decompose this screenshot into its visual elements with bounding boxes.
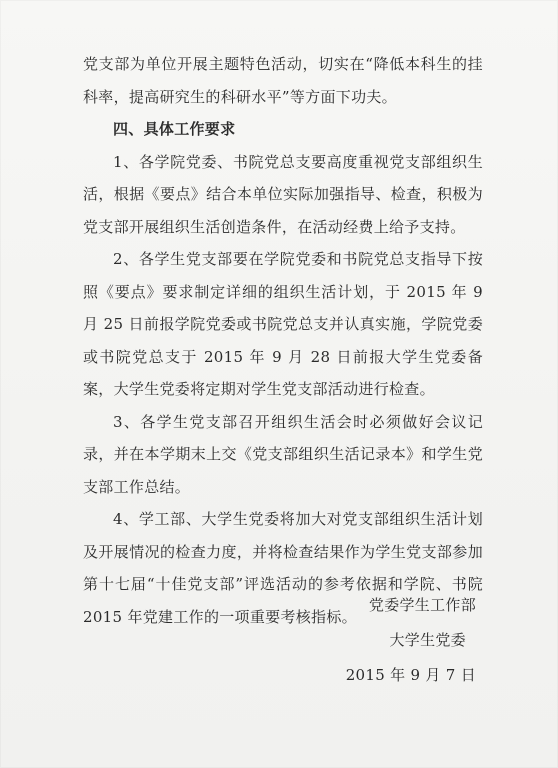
paragraph-item-3: 3、各学生党支部召开组织生活会时必须做好会议记录，并在本学期末上交《党支部组织生活记录本》和学生党支部工作总结。 [83, 412, 483, 496]
paragraph-item-4: 4、学工部、大学生党委将加大对党支部组织生活计划及开展情况的检查力度，并将检查结果作为学生党支部参加第十七届“十佳党支部”评选活动的参考依据和学院、书院 2015 年党建工作的一项重要考核指标。 [83, 510, 483, 626]
signature-date: 2015 年 9 月 7 日 [345, 666, 476, 684]
section-heading: 四、具体工作要求 [113, 120, 236, 138]
signature-committee: 大学生党委 [389, 631, 466, 649]
document-body [83, 48, 483, 633]
paragraph-continuation: 党支部为单位开展主题特色活动，切实在“降低本科生的挂科率，提高研究生的科研水平”等方面下功夫。 [83, 55, 483, 106]
signature-department: 党委学生工作部 [368, 596, 476, 614]
paragraph-item-2: 2、各学生党支部要在学院党委和书院党总支指导下按照《要点》要求制定详细的组织生活计划，于 2015 年 9 月 25 日前报学院党委或书院党总支并认真实施，学院党委或书院党总支于 2015 年 9 月 28 日前报大学生党委备案，大学生党委将定期对学生党支部活动进行检查。 [83, 250, 483, 398]
paragraph-item-1: 1、各学院党委、书院党总支要高度重视党支部组织生活，根据《要点》结合本单位实际加强指导、检查，积极为党支部开展组织生活创造条件，在活动经费上给予支持。 [83, 152, 483, 236]
